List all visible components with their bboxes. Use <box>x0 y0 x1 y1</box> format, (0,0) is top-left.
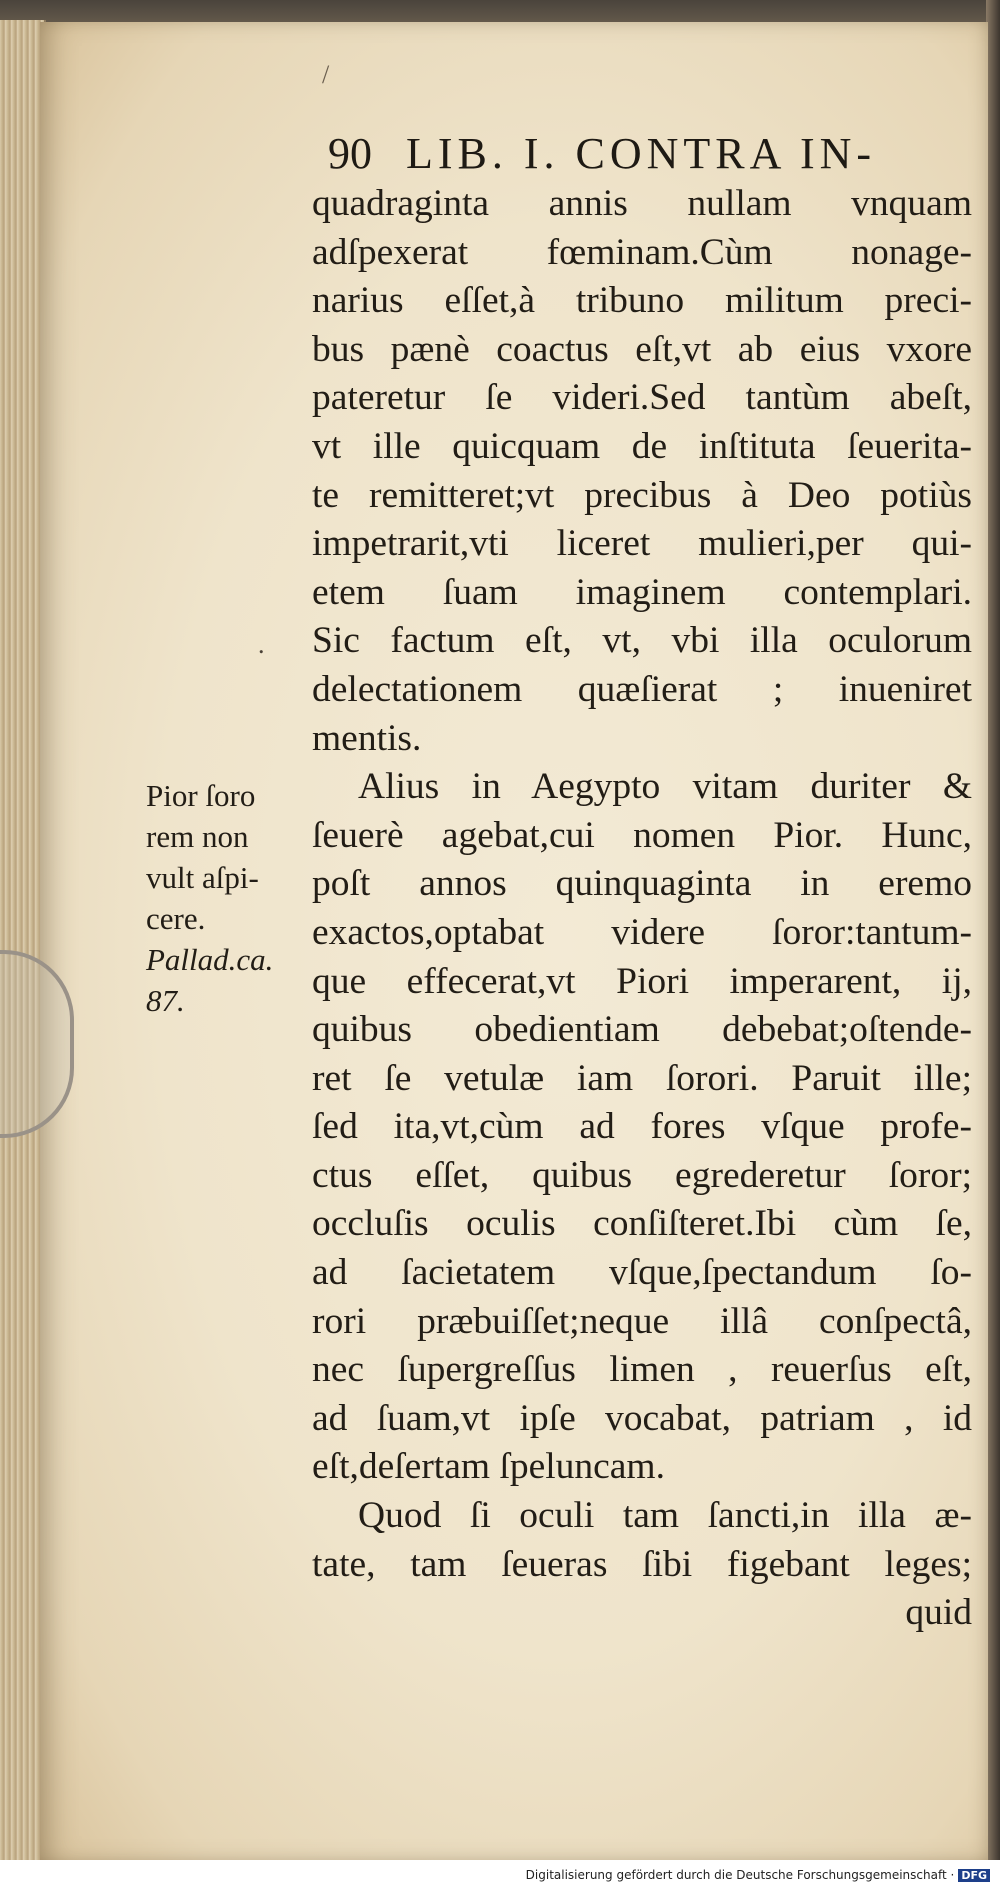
text-line: Alius in Aegypto vitam duriter & <box>358 766 972 808</box>
running-head-title: LIB. I. CONTRA IN- <box>406 129 877 178</box>
text-line: quibus obedientiam debebat;oſtende- <box>312 1009 972 1051</box>
text-line: eſt,deſertam ſpeluncam. <box>312 1446 665 1488</box>
margin-note-reference: Pallad.ca. <box>146 942 274 977</box>
margin-note-reference: 87. <box>146 983 185 1018</box>
text-line: ctus eſſet, quibus egrederetur ſoror; <box>312 1154 972 1196</box>
text-line: poſt annos quinquaginta in eremo <box>312 863 972 905</box>
text-line: narius eſſet,à tribuno militum preci- <box>312 280 972 322</box>
ink-dot: . <box>258 630 265 659</box>
credit-text: Digitalisierung gefördert durch die Deutsche Forschungsgemeinschaft · <box>525 1868 955 1882</box>
text-line: ſeuerè agebat,cui nomen Pior. Hunc, <box>312 814 972 856</box>
text-line: delectationem quæſierat ; inueniret <box>312 668 972 710</box>
text-line: Sic factum eſt, vt, vbi illa oculorum <box>312 620 972 662</box>
margin-note-line: cere. <box>146 901 206 936</box>
margin-note-line: vult aſpi- <box>146 860 259 895</box>
text-line: vt ille quicquam de inſtituta ſeuerita- <box>312 425 972 467</box>
body-text <box>312 180 972 1638</box>
text-line: mentis. <box>312 717 422 759</box>
text-line: te remitteret;vt precibus à Deo potiùs <box>312 474 972 516</box>
pencil-mark: / <box>322 60 330 89</box>
page-number: 90 <box>328 129 372 178</box>
text-line: ad ſacietatem vſque,ſpectandum ſo- <box>312 1252 972 1294</box>
text-line: etem ſuam imaginem contemplari. <box>312 571 972 613</box>
text-line: impetrarit,vti liceret mulieri,per qui- <box>312 523 972 565</box>
text-line: nec ſupergreſſus limen , reuerſus eſt, <box>312 1349 972 1391</box>
text-line: occluſis oculis conſiſteret.Ibi cùm ſe, <box>312 1203 972 1245</box>
margin-note-line: Pior ſoro <box>146 778 256 813</box>
text-line: Quod ſi oculi tam ſancti,in illa æ- <box>358 1495 972 1537</box>
digitization-credit <box>526 1868 990 1882</box>
catchword: quid <box>905 1592 972 1634</box>
text-line: quadraginta annis nullam vnquam <box>312 183 972 224</box>
text-line: exactos,optabat videre ſoror:tantum- <box>312 911 972 953</box>
text-line: ret ſe vetulæ iam ſorori. Paruit ille; <box>312 1057 972 1099</box>
margin-note-line: rem non <box>146 819 249 854</box>
running-header <box>328 128 876 179</box>
text-line: pateretur ſe videri.Sed tantùm abeſt, <box>312 377 972 419</box>
dfg-logo: DFG <box>958 1869 990 1882</box>
margin-note <box>146 775 316 1021</box>
text-line: bus pænè coactus eſt,vt ab eius vxore <box>312 328 972 370</box>
page-edge-right <box>986 0 1000 1860</box>
text-line: ſed ita,vt,cùm ad fores vſque profe- <box>312 1106 972 1148</box>
text-line: tate, tam ſeueras ſibi figebant leges; <box>312 1543 972 1585</box>
text-line: rori præbuiſſet;neque illâ conſpectâ, <box>312 1300 972 1342</box>
text-line: ad ſuam,vt ipſe vocabat, patriam , id <box>312 1397 972 1439</box>
text-line: adſpexerat fœminam.Cùm nonage- <box>312 231 972 273</box>
text-line: que effecerat,vt Piori imperarent, ij, <box>312 960 972 1002</box>
